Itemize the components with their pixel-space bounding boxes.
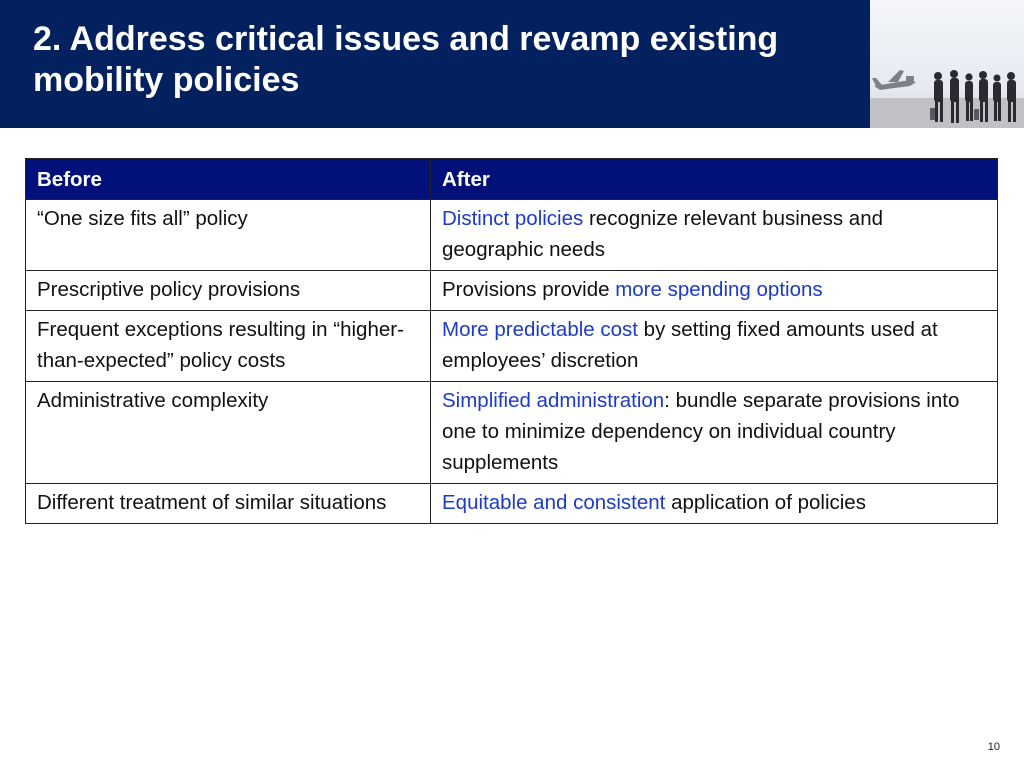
table-row	[26, 200, 998, 271]
header-photo	[870, 0, 1024, 128]
after-text: recognize relevant business and geographic needs	[442, 207, 883, 261]
slide-title: 2. Address critical issues and revamp existing mobility policies	[33, 20, 779, 99]
before-cell: “One size fits all” policy	[26, 200, 431, 271]
before-cell: Frequent exceptions resulting in “higher-than-expected” policy costs	[26, 311, 431, 382]
title-banner	[0, 0, 870, 128]
highlighted-phrase: Equitable and consistent	[442, 491, 666, 514]
after-cell	[431, 484, 998, 524]
before-after-table	[25, 158, 998, 524]
after-text: Provisions provide	[442, 278, 616, 301]
table-row	[26, 484, 998, 524]
after-text: : bundle separate provisions into one to minimize dependency on individual country supplements	[442, 389, 960, 474]
highlighted-phrase: More predictable cost	[442, 318, 638, 341]
after-cell	[431, 200, 998, 271]
table-header-row	[26, 159, 998, 200]
after-cell	[431, 271, 998, 311]
people-walking-to-airplane-photo	[870, 0, 1024, 128]
table-row	[26, 311, 998, 382]
after-cell	[431, 311, 998, 382]
highlighted-phrase: Distinct policies	[442, 207, 584, 230]
table-row	[26, 271, 998, 311]
column-header-before: Before	[26, 159, 431, 200]
before-cell: Administrative complexity	[26, 382, 431, 484]
highlighted-phrase: more spending options	[615, 278, 823, 301]
highlighted-phrase: Simplified administration	[442, 389, 665, 412]
before-cell: Prescriptive policy provisions	[26, 271, 431, 311]
after-text: application of policies	[665, 491, 866, 514]
before-cell: Different treatment of similar situations	[26, 484, 431, 524]
page-number: 10	[987, 741, 1000, 753]
column-header-after: After	[431, 159, 998, 200]
table-row	[26, 382, 998, 484]
after-cell	[431, 382, 998, 484]
after-text: by setting fixed amounts used at employees’ discretion	[442, 318, 938, 372]
